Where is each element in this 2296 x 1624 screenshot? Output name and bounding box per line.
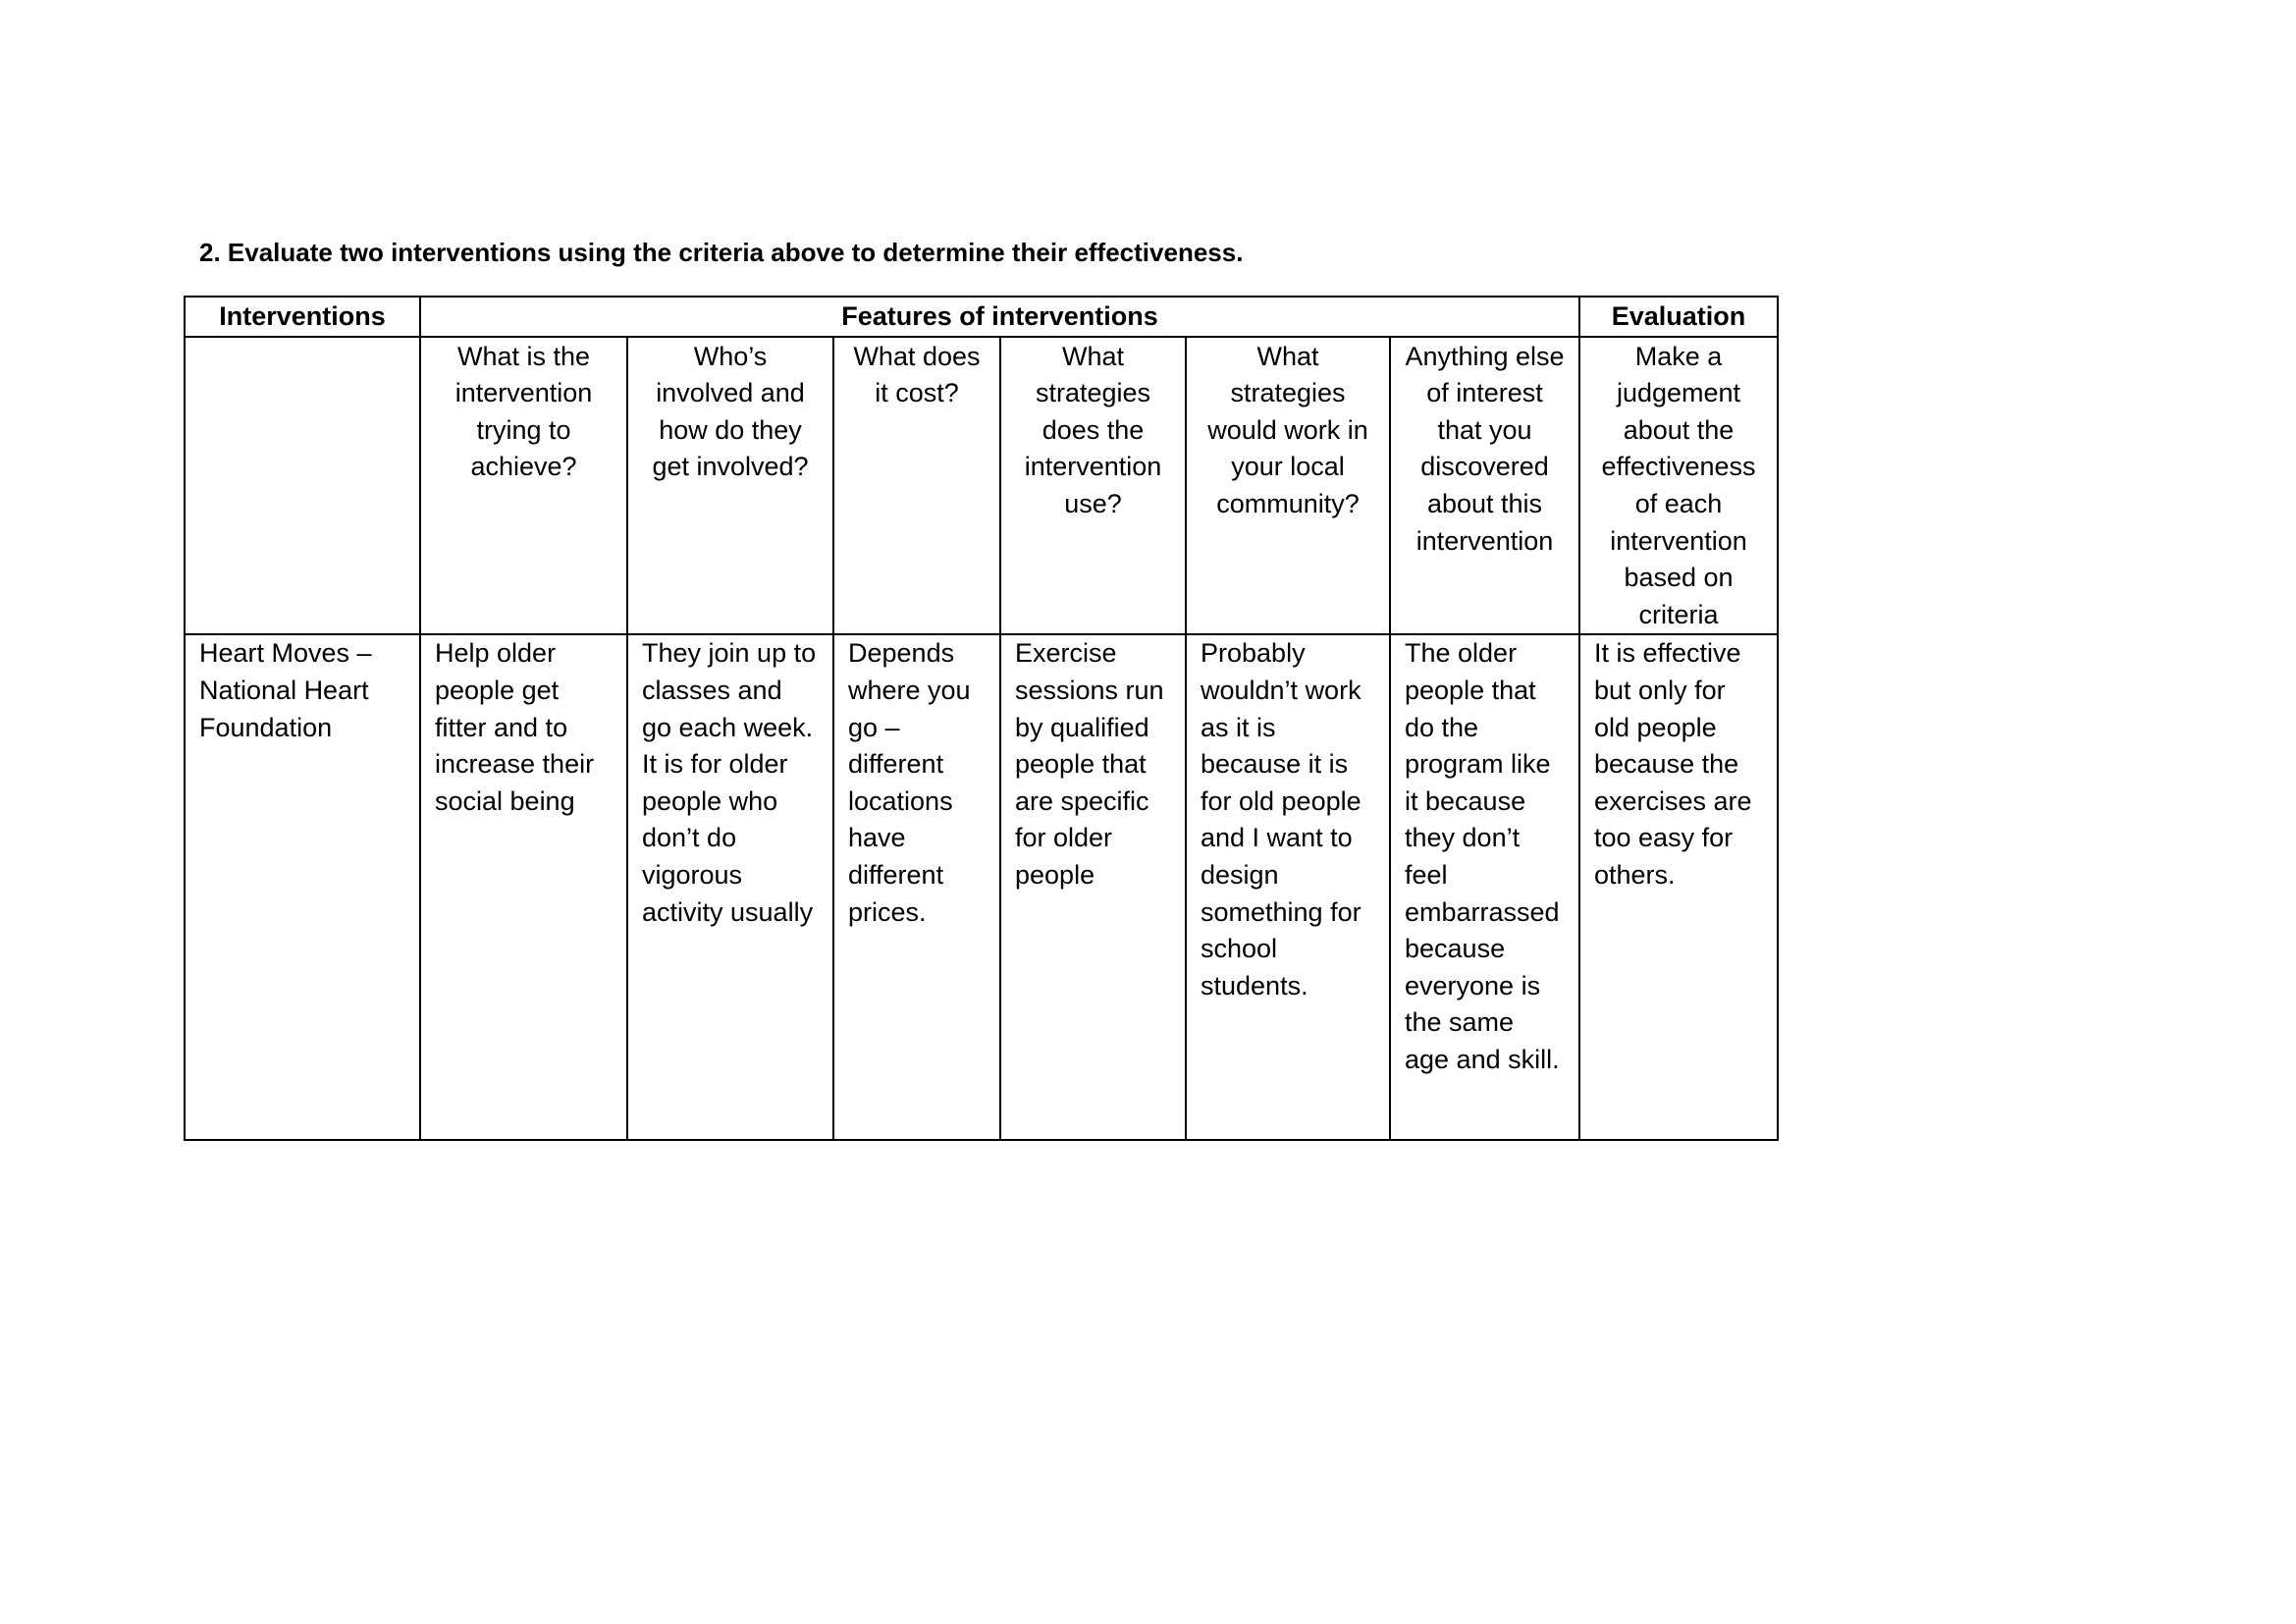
subheader-evaluation: Make a judgement about the effectiveness of each intervention based on criteria bbox=[1579, 337, 1778, 635]
subheader-cost: What does it cost? bbox=[833, 337, 1000, 635]
cell-involved: They join up to classes and go each week. It is for older people who don’t do vigorous activity usually bbox=[627, 634, 833, 1140]
table-row bbox=[185, 634, 1778, 1140]
cell-achieve: Help older people get fitter and to increase their social being bbox=[420, 634, 627, 1140]
subheader-strategies-local: What strategies would work in your local community? bbox=[1186, 337, 1390, 635]
header-features: Features of interventions bbox=[420, 297, 1579, 337]
cell-other-interest: The older people that do the program like it because they don’t feel embarrassed because everyone is the same age and skill. bbox=[1390, 634, 1579, 1140]
subheader-blank bbox=[185, 337, 420, 635]
cell-evaluation: It is effective but only for old people because the exercises are too easy for others. bbox=[1579, 634, 1778, 1140]
question-heading: 2. Evaluate two interventions using the criteria above to determine their effectiveness. bbox=[199, 238, 1244, 267]
cell-strategies-local: Probably wouldn’t work as it is because it is for old people and I want to design something for school students. bbox=[1186, 634, 1390, 1140]
subheader-strategies-used: What strategies does the intervention use? bbox=[1000, 337, 1186, 635]
subheader-involved: Who’s involved and how do they get involved? bbox=[627, 337, 833, 635]
subheader-row bbox=[185, 337, 1778, 635]
cell-intervention: Heart Moves – National Heart Foundation bbox=[185, 634, 420, 1140]
subheader-achieve: What is the intervention trying to achieve? bbox=[420, 337, 627, 635]
header-row bbox=[185, 297, 1778, 337]
cell-strategies-used: Exercise sessions run by qualified people that are specific for older people bbox=[1000, 634, 1186, 1140]
header-evaluation: Evaluation bbox=[1579, 297, 1778, 337]
evaluation-table bbox=[184, 296, 1779, 1141]
subheader-other-interest: Anything else of interest that you discovered about this intervention bbox=[1390, 337, 1579, 635]
header-interventions: Interventions bbox=[185, 297, 420, 337]
cell-cost: Depends where you go – different locations have different prices. bbox=[833, 634, 1000, 1140]
